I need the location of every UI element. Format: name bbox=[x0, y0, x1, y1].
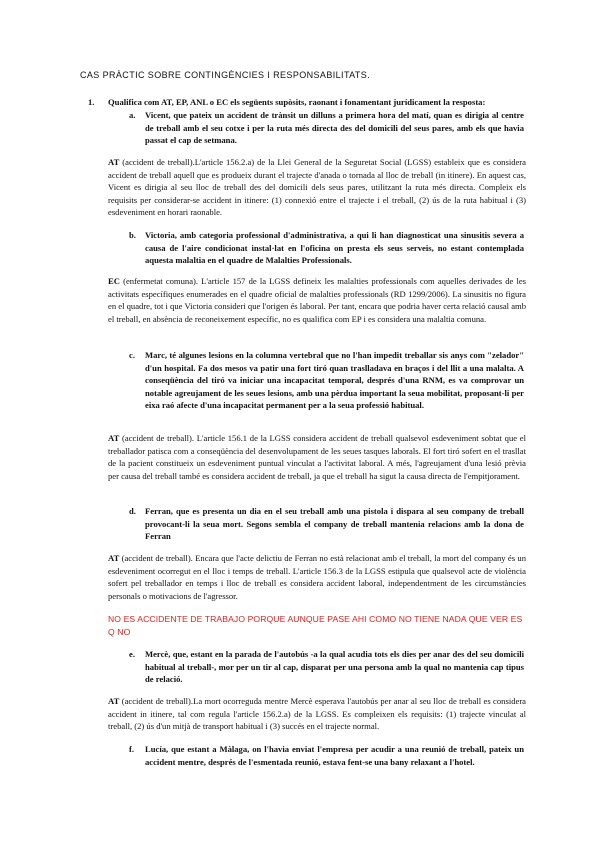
answer-d bbox=[108, 552, 526, 602]
case-text: Marc, té algunes lesions en la columna vertebral que no l'han impedit treballar sis anys com "zelador" d'un hospital. Fa dos mesos va patir una fort tiró quan traslladava en braços i del llit a una malalta. A conseqüència del tiró va iniciar una incapacitat temporal, després d'una RNM, es va comprovar un notable agreujament de les seues lesions, amb una pèrdua important la seua mobilitat, proposant-li per eixa raó afecte d'una incapacitat permanent per a la seua professió habitual. bbox=[145, 350, 524, 411]
answer-b bbox=[108, 275, 526, 325]
answer-label: AT bbox=[108, 696, 120, 706]
answer-label: AT bbox=[108, 433, 120, 443]
answer-text: (enfermetat comuna). L'article 157 de la LGSS defineix les malalties professionals com aquelles derivades de les activitats específiques enumerades en el quadre oficial de malalties professionals (RD 1299/2006). La sinusitis no figura en el quadre, tot i que Victoria consideri que l'origen és laboral. Per tant, encara que podria haver certa relació causal amb el treball, en absència de reconeixement específic, no es qualifica com EP i es considera una malaltia comuna. bbox=[108, 276, 526, 324]
answer-c bbox=[108, 432, 526, 482]
case-f bbox=[129, 743, 524, 768]
case-letter: f. bbox=[129, 744, 135, 754]
case-c bbox=[129, 349, 524, 412]
case-text: Vicent, que pateix un accident de trànsit un dilluns a primera hora del matí, quan es dirigia al centre de treball amb el seu cotxe i per la ruta més directa des del domicili del seus pares, amb els que havia passat el cap de setmana. bbox=[145, 110, 524, 146]
answer-text: (accident de treball).La mort ocorreguda mentre Mercè esperava l'autobús per anar al seu lloc de treball es considera accident in itinere, tal com regula l'article 156.2.a) de la LGSS. Es compleixen els requisits: (1) trajecte vinculat al treball, (2) ús d'un mitjà de transport habitual i (3) succés en el trajecte normal. bbox=[108, 696, 526, 732]
document-title: CAS PRÀCTIC SOBRE CONTINGÈNCIES I RESPONSABILITATS. bbox=[80, 70, 371, 80]
question-number: 1. bbox=[88, 97, 95, 107]
case-letter: b. bbox=[129, 230, 136, 240]
case-letter: a. bbox=[129, 110, 136, 120]
answer-a bbox=[108, 156, 526, 219]
question-text: Qualifica com AT, EP, ANL o EC els següents supòsits, raonant i fonamentant jurídicament la resposta: bbox=[108, 97, 486, 107]
case-text: Mercè, que, estant en la parada de l'autobús -a la qual acudia tots els dies per anar des del seu domicili habitual al treball-, mor per un tir al cap, disparat per una persona amb la qual no mantenia cap tipus de relació. bbox=[145, 649, 524, 685]
case-letter: c. bbox=[129, 350, 135, 360]
case-e bbox=[129, 648, 524, 686]
case-b bbox=[129, 229, 524, 267]
answer-text: (accident de treball). L'article 156.1 de la LGSS considera accident de treball qualsevol esdeveniment sobtat que el treballador patisca com a conseqüència del desenvolupament de les seues tasques laborals. El fort tiró sofert en el trasllat de la pacient constitueix un esdeveniment puntual vinculat a l'activitat laboral. A més, l'agreujament d'una lesió prèvia per causa del treball també es considera accident de treball, ja que el treball ha sigut la causa directa de l'empitjorament. bbox=[108, 433, 526, 481]
answer-text: (accident de treball).L'article 156.2.a) de la Llei General de la Seguretat Social (LGSS) estableix que es considera accident de treball aquell que es produeix durant el trajecte d'anada o tornada al lloc de treball (in itinere). En aquest cas, Vicent es dirigia al seu lloc de treball des del domicili dels seus pares, utilitzant la ruta més directa. Compleix els requisits per considerar-se accident in itinere: (1) connexió entre el trajecte i el treball, (2) ús de la ruta habitual i (3) esdeveniment en horari raonable. bbox=[108, 157, 526, 218]
red-note: NO ES ACCIDENTE DE TRABAJO PORQUE AUNQUE PASE AHI COMO NO TIENE NADA QUE VER ES Q NO bbox=[108, 614, 523, 637]
answer-e bbox=[108, 695, 526, 733]
answer-text: (accident de treball). Encara que l'acte delictiu de Ferran no està relacionat amb el treball, la mort del company és un esdeveniment ocorregut en el lloc i temps de treball. L'article 156.3 de la LGSS estipula que qualsevol acte de violència sofert pel treballador en temps i lloc de treball es considera accident laboral, independentment de les circumstàncies personals o motivacions de l'agressor. bbox=[108, 553, 526, 601]
answer-label: AT bbox=[108, 553, 120, 563]
case-text: Ferran, que es presenta un dia en el seu treball amb una pistola i dispara al seu company de treball provocant-li la seua mort. Segons sembla el company de treball mantenia relacions amb la dona de Ferran bbox=[145, 506, 524, 542]
case-text: Lucía, que estant a Màlaga, on l'havia enviat l'empresa per acudir a una reunió de treball, pateix un accident mentre, després de l'esmentada reunió, estava fent-se una bany relaxant a l'hotel. bbox=[145, 744, 524, 767]
answer-label: AT bbox=[108, 157, 120, 167]
case-letter: d. bbox=[129, 506, 136, 516]
answer-label: EC bbox=[108, 276, 120, 286]
case-a bbox=[129, 109, 524, 147]
case-d bbox=[129, 505, 524, 543]
case-text: Victoria, amb categoria professional d'administrativa, a qui li han diagnosticat una sinusitis severa a causa de l'aire condicionat instal·lat en l'oficina on presta els seus serveis, no estant contemplada aquesta malaltia en el quadre de Malalties Professionals. bbox=[145, 230, 524, 266]
question-1 bbox=[88, 97, 528, 108]
case-letter: e. bbox=[129, 649, 135, 659]
